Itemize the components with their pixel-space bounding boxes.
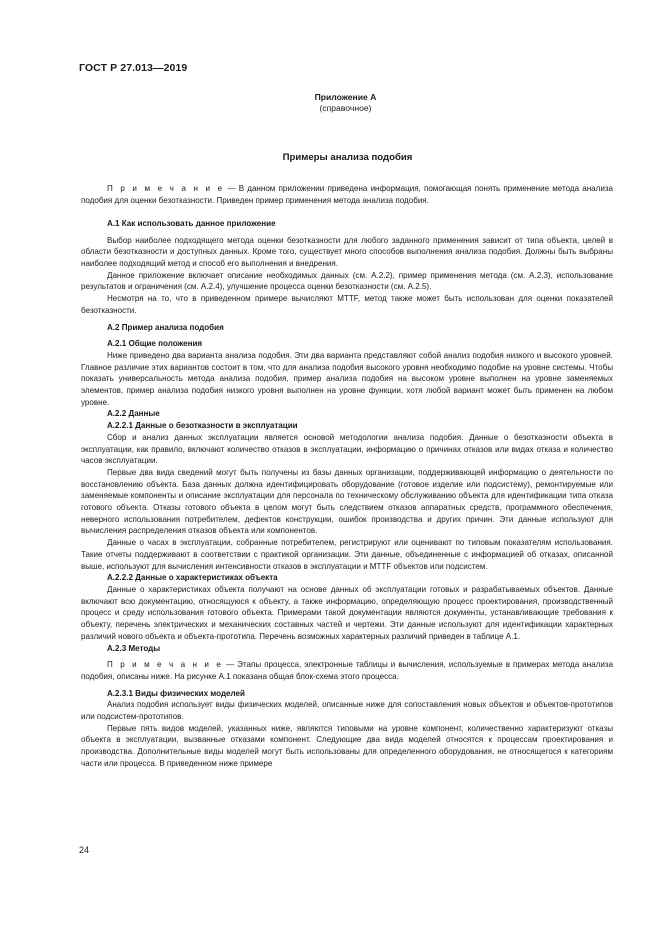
- section-heading-a2-3: А.2.3 Методы: [107, 643, 161, 653]
- appendix-title: Примеры анализа подобия: [282, 152, 413, 163]
- note-paragraph: [81, 183, 613, 206]
- paragraph: Данные о характеристиках объекта получают на основе данных об эксплуатации готовых и разрабатываемых объектов. Данные включают всю документацию, относящуюся к объекту, а также информацию, определяющую процесс проектирования, производственный процесс и среду использования готового объекта. Примерами такой документации являются документы, устанавливающие требования к объекту, перечень электрических и механических составных частей и чертежи. Эти данные используют для идентификации характерных различий нового объекта и объекта-прототипа. Перечень возможных характерных различий приведен в таблице А.1.: [81, 585, 613, 641]
- paragraph: Данные о часах в эксплуатации, собранные потребителем, регистрируют или оценивают по типовым показателям использования. Такие отчеты поддерживают в соответствии с практикой организации. Эти данные, объединенные с информацией об отказах, описанной выше, используют для вычисления интенсивности отказов в эксплуатации и MTTF объектов или подсистем.: [81, 538, 613, 571]
- note-text: — Этапы процесса, электронные таблицы и вычисления, используемые в примерах метода анализа подобия, описаны ниже. На рисунке А.1 показана общая блок-схема этого процесса.: [81, 660, 613, 681]
- note-paragraph: [81, 659, 613, 682]
- paragraph: Выбор наиболее подходящего метода оценки безотказности для любого заданного применения зависит от типа объекта, целей в области безотказности и доступных данных. Кроме того, существует много способов выполнения анализа подобия. Должны быть выбраны наиболее подходящий метод и способ его выполнения и внедрения.: [81, 235, 613, 269]
- page-number: 24: [79, 845, 90, 855]
- paragraph: Несмотря на то, что в приведенном примере вычисляют MTTF, метод также может быть использован для оценки показателей безотказности.: [81, 294, 613, 315]
- standard-header: ГОСТ Р 27.013—2019: [79, 62, 188, 74]
- main-content: [81, 183, 613, 770]
- appendix-label: Приложение А: [314, 92, 377, 102]
- paragraph: Ниже приведено два варианта анализа подобия. Эти два варианта представляют собой анализ подобия низкого и высокого уровней. Главное различие этих вариантов состоит в том, что для анализа подобия высокого уровня необходимо подобие на уровне системы. Чтобы показать универсальность метода анализа подобия, пример анализа подобия на высоком уровне выполнен на уровне заменяемых элементов, пример анализа подобия низкого уровня выполнен на уровне функции, хотя любой вариант может быть применен на любом уровне.: [81, 350, 613, 407]
- appendix-type: (справочное): [319, 103, 372, 113]
- paragraph: Первые два вида сведений могут быть получены из базы данных организации, поддерживающей информацию о деятельности по восстановлению объекта. База данных должна идентифицировать оборудование (готовое изделие или подсистему), ремонтируемые или заменяемые компоненты и описание эксплуатации для персонала по техническому обслуживанию объекта для идентификации типа отказа готового объекта. Отказы готового объекта в целом могут быть следствием отказов аппаратных средств, программного обеспечения, неверного использования потребителем, дефектов конструкции, ошибок производства и других причин. Эти данные используют для вычисления распределения отказов объекта или компонентов.: [81, 467, 613, 536]
- note-label: П р и м е ч а н и е: [107, 184, 225, 193]
- section-heading-a2-2-2: А.2.2.2 Данные о характеристиках объекта: [107, 573, 278, 583]
- appendix-label-block: [0, 92, 661, 114]
- section-heading-a2-1: А.2.1 Общие положения: [107, 339, 203, 349]
- note-text: — В данном приложении приведена информация, помогающая понять применение метода анализа подобия для оценки безотказности. Приведен пример применения метода анализа подобия.: [81, 184, 613, 205]
- note-label: П р и м е ч а н и е: [107, 660, 224, 670]
- section-heading-a2-2: А.2.2 Данные: [107, 409, 160, 419]
- paragraph: Анализ подобия использует виды физических моделей, описанные ниже для сопоставления новых объектов и объектов-прототипов или подсистем-прототипов.: [81, 700, 613, 722]
- section-heading-a2-2-1: А.2.2.1 Данные о безотказности в эксплуатации: [107, 421, 298, 431]
- section-heading-a2-3-1: А.2.3.1 Виды физических моделей: [107, 688, 245, 698]
- paragraph: Данное приложение включает описание необходимых данных (см. А.2.2), пример применения метода (см. А.2.3), использование результатов и ограничения (см. А.2.4), улучшение процесса оценки безотказности (см. А.2.5).: [81, 270, 613, 292]
- section-heading-a2: А.2 Пример анализа подобия: [107, 322, 224, 332]
- paragraph: Первые пять видов моделей, указанных ниже, являются типовыми на уровне компонент, количественно характеризуют отказы объекта в эксплуатации, вызванные отказами компонент. Следующие два вида моделей относятся к процессам проектирования и производства. Дополнительные виды моделей могут быть использованы для определенного оборудования, не относящегося к категориям части или процесса. В приведенном ниже примере: [81, 723, 613, 768]
- paragraph: Сбор и анализ данных эксплуатации является основой методологии анализа подобия. Данные о безотказности объекта в эксплуатации, как правило, включают количество отказов в эксплуатации, информацию о причинах отказов или видах отказа и количество часов эксплуатации.: [81, 432, 613, 466]
- section-heading-a1: А.1 Как использовать данное приложение: [107, 218, 276, 228]
